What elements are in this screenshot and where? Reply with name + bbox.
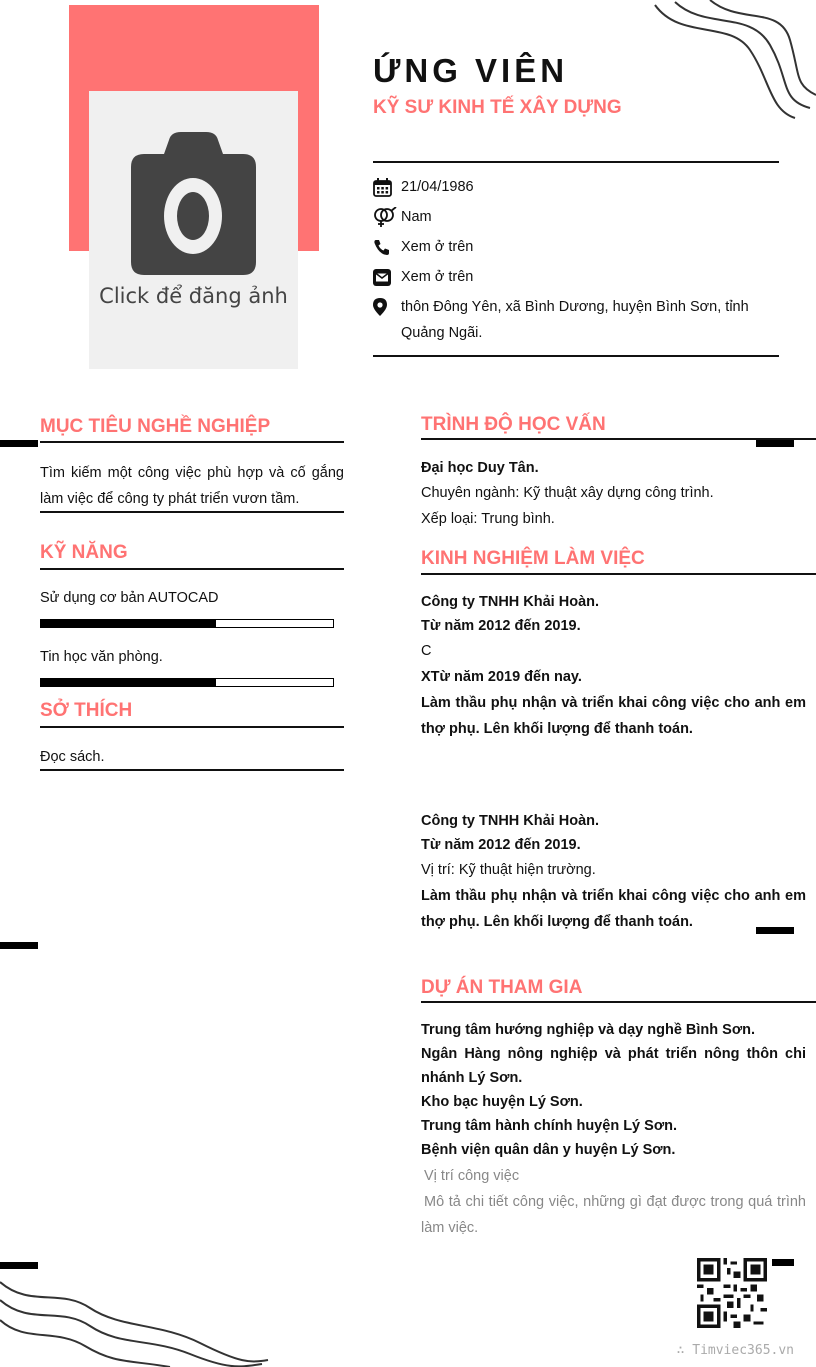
info-email-row — [373, 264, 773, 290]
education-rule — [421, 438, 816, 440]
address-value: thôn Đông Yên, xã Bình Dương, huyện Bình Sơn, tỉnh Quảng Ngãi. — [401, 299, 749, 341]
calendar-icon — [373, 174, 401, 200]
hobbies-rule — [40, 726, 344, 728]
project-item: Trung tâm hành chính huyện Lý Sơn. — [421, 1118, 678, 1134]
experience-title: KINH NGHIỆM LÀM VIỆC — [421, 548, 645, 569]
info-bottom-rule — [373, 355, 779, 357]
camera-icon[interactable] — [131, 132, 256, 275]
project-item: Bệnh viện quân dân y huyện Lý Sơn. — [421, 1142, 676, 1158]
job-title: KỸ SƯ KINH TẾ XÂY DỰNG — [373, 97, 622, 118]
photo-upload-label[interactable]: Click để đăng ảnh — [99, 284, 288, 308]
skill-name: Tin học văn phòng. — [40, 649, 163, 665]
tick-decoration — [0, 942, 38, 949]
tick-decoration — [0, 440, 38, 447]
skill-level-bar — [40, 619, 334, 628]
objective-rule — [40, 441, 344, 443]
info-phone-row — [373, 234, 773, 260]
project-description-placeholder[interactable]: Mô tả chi tiết công việc, những gì đạt được trong quá trình làm việc. — [421, 1194, 806, 1236]
education-school: Đại học Duy Tân. — [421, 460, 539, 476]
project-item: Kho bạc huyện Lý Sơn. — [421, 1094, 583, 1110]
objective-text: Tìm kiếm một công việc phù hợp và cố gắng làm việc để công ty phát triển vươn tầm. — [40, 465, 344, 507]
objective-title: MỤC TIÊU NGHỀ NGHIỆP — [40, 416, 271, 437]
hobbies-title: SỞ THÍCH — [40, 700, 133, 721]
skill-level-fill — [41, 679, 216, 686]
footer-brand-text: Timviec365.vn — [692, 1343, 794, 1358]
wave-decoration-top — [650, 0, 816, 130]
map-pin-icon — [373, 294, 401, 320]
skills-rule — [40, 568, 344, 570]
experience-description: Làm thầu phụ nhận và triển khai công việc cho anh em thợ phụ. Lên khối lượng để thanh toán. — [421, 695, 806, 737]
candidate-name: ỨNG VIÊN — [373, 52, 569, 89]
phone-value: Xem ở trên — [401, 239, 474, 255]
info-birthday-row — [373, 174, 773, 200]
gender-icon — [373, 204, 401, 230]
projects-rule — [421, 1001, 816, 1003]
tick-decoration — [756, 440, 794, 447]
info-address-row — [373, 294, 773, 346]
dots-icon: ∴ — [676, 1343, 693, 1358]
experience-company: Công ty TNHH Khải Hoàn. — [421, 813, 600, 829]
experience-period: Từ năm 2012 đến 2019. — [421, 618, 581, 634]
experience-rule — [421, 573, 816, 575]
qr-code-icon — [697, 1258, 767, 1328]
hobbies-bottom-rule — [40, 769, 344, 771]
education-title: TRÌNH ĐỘ HỌC VẤN — [421, 414, 606, 435]
skills-title: KỸ NĂNG — [40, 542, 128, 563]
project-position-placeholder[interactable]: Vị trí công việc — [424, 1168, 520, 1184]
project-item: Ngân Hàng nông nghiệp và phát triển nông thôn chi nhánh Lý Sơn. — [421, 1046, 806, 1086]
skill-name: Sử dụng cơ bản AUTOCAD — [40, 590, 219, 606]
objective-bottom-rule — [40, 511, 344, 513]
project-item: Trung tâm hướng nghiệp và dạy nghề Bình Sơn. — [421, 1022, 756, 1038]
projects-title: DỰ ÁN THAM GIA — [421, 977, 583, 998]
experience-description: Làm thầu phụ nhận và triển khai công việc cho anh em thợ phụ. Lên khối lượng để thanh toán. — [421, 888, 806, 930]
info-top-rule — [373, 161, 779, 163]
envelope-icon — [373, 264, 401, 290]
birthday-value: 21/04/1986 — [401, 179, 474, 195]
experience-position: C — [421, 643, 432, 659]
info-gender-row — [373, 204, 773, 230]
footer-brand — [677, 1343, 794, 1358]
gender-value: Nam — [401, 209, 432, 225]
education-rank: Xếp loại: Trung bình. — [421, 511, 555, 527]
hobbies-text: Đọc sách. — [40, 749, 105, 765]
skill-level-fill — [41, 620, 216, 627]
tick-decoration — [772, 1259, 794, 1266]
phone-icon — [373, 234, 401, 260]
experience-period: Từ năm 2012 đến 2019. — [421, 837, 581, 853]
experience-company: Công ty TNHH Khải Hoàn. — [421, 594, 600, 610]
skill-level-bar — [40, 678, 334, 687]
email-value: Xem ở trên — [401, 269, 474, 285]
experience-position: Vị trí: Kỹ thuật hiện trường. — [421, 862, 596, 878]
education-major: Chuyên ngành: Kỹ thuật xây dựng công trình. — [421, 485, 714, 501]
wave-decoration-bottom — [0, 1268, 270, 1367]
experience-extra: XTừ năm 2019 đến nay. — [421, 669, 582, 685]
